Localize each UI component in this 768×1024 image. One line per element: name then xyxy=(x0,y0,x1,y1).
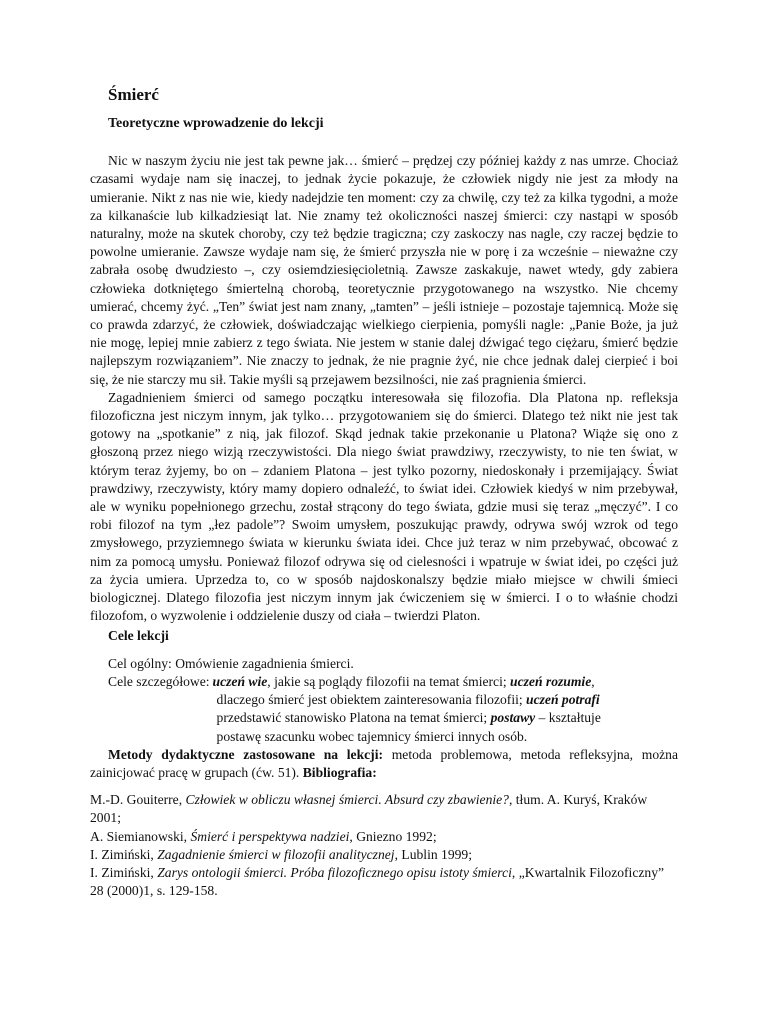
section-subtitle: Teoretyczne wprowadzenie do lekcji xyxy=(108,116,324,131)
page-title: Śmierć xyxy=(108,85,159,104)
text-run: A. Siemianowski, xyxy=(90,828,191,844)
intro-paragraph-2: Zagadnieniem śmierci od samego początku interesowała się filozofia. Dla Platona np. refleksja filozoficzna jest niczym innym, jak tylko… przygotowaniem się do śmierci. Dlatego też nikt nie jest tak gotowy na „spotkanie” z nią, jak filozof. Skąd jednak takie przekonanie u Platona? Wiąże się ono z głoszoną przez niego wizją rzeczywistości. Dla niego świat prawdziwy, rzeczywisty, to nie ten świat, w którym teraz żyjemy, bo on – zdaniem Platona – jest tylko pozorny, niedoskonały i przemijający. Świat prawdziwy, rzeczywisty, który mamy dopiero odnaleźć, to świat idei. Człowiek kiedyś w nim przebywał, ale w wyniku popełnionego grzechu, został strącony do tego świata, gdzie musi się teraz „męczyć”. I co robi filozof na tym „łez padole”? Swoim umysłem, poszukując prawdy, odrywa swój wzrok od tego zmysłowego, przyziemnego świata w kierunku świata idei. Chce już teraz w nim przebywać, obcować z nim za pomocą umysłu. Ponieważ filozof odrywa się od cielesności i wpatruje w świat idei, po części już za życia umiera. Uprzedza to, co w sposób najdoskonalszy będzie miało miejsce w chwili śmieci biologicznej. Dlatego filozofia jest niczym innym jak ćwiczeniem się w śmierci. I o to właśnie chodzi filozofom, o wyzwolenie i oddzielenie duszy od ciała – twierdzi Platon. xyxy=(90,389,678,624)
goal-specific-label: Cele szczegółowe: xyxy=(108,673,210,689)
methods-label: Metody dydaktyczne zastosowane na lekcji: xyxy=(108,746,384,762)
bibliography-entry xyxy=(90,846,678,864)
bibliography-list xyxy=(90,791,678,900)
goal-specific-line xyxy=(213,673,601,691)
bibliography-entry xyxy=(90,791,678,827)
text-run: postawę szacunku wobec tajemnicy śmierci innych osób. xyxy=(216,728,528,744)
text-run: , Lublin 1999; xyxy=(394,846,473,862)
text-run: , xyxy=(591,673,595,689)
goal-specific-line xyxy=(213,728,601,746)
bibliography-entry xyxy=(90,828,678,846)
text-run: , „Kwartalnik Filozoficzny” 28 (2000)1, s. 129-158. xyxy=(90,864,665,899)
goal-specific xyxy=(108,673,678,746)
text-run: , jakie są poglądy filozofii na temat śmierci; xyxy=(267,673,511,689)
text-run: I. Zimiński, xyxy=(90,864,158,880)
text-run: dlaczego śmierć jest obiektem zainteresowania filozofii; xyxy=(216,692,527,708)
text-run: przedstawić stanowisko Platona na temat śmierci; xyxy=(216,710,491,726)
methods-paragraph xyxy=(90,746,678,782)
emphasis-text: uczeń rozumie xyxy=(510,673,592,689)
italic-text: Zagadnienie śmierci w filozofii analitycznej xyxy=(157,846,395,862)
text-run: , tłum. A. Kuryś, Kraków 2001; xyxy=(90,792,648,826)
goal-specific-line xyxy=(213,691,601,709)
text-run: M.-D. Gouiterre, xyxy=(90,792,186,808)
bibliography-entry xyxy=(90,864,678,900)
goal-general: Cel ogólny: Omówienie zagadnienia śmierci. xyxy=(108,655,354,671)
italic-text: Śmierć i perspektywa nadziei xyxy=(190,828,350,844)
italic-text: Człowiek w obliczu własnej śmierci. Absurd czy zbawienie? xyxy=(185,792,509,808)
emphasis-text: uczeń wie xyxy=(212,673,268,689)
goal-specific-lines xyxy=(213,673,601,746)
emphasis-text: postawy xyxy=(490,710,536,726)
text-run: – kształtuje xyxy=(535,710,601,726)
goals-heading: Cele lekcji xyxy=(108,628,169,644)
bibliography-label: Bibliografia: xyxy=(302,764,377,780)
document-page xyxy=(90,84,678,900)
intro-paragraph-1: Nic w naszym życiu nie jest tak pewne jak… śmierć – prędzej czy później każdy z nas umrze. Chociaż czasami wydaje nam się inaczej, to jednak życie pokazuje, że człowiek nigdy nie jest za młody na umieranie. Nikt z nas nie wie, kiedy nadejdzie ten moment: czy za chwilę, czy też za kilka tygodni, a może za kilkanaście lub kilkadziesiąt lat. Nie znamy też okoliczności naszej śmierci: czy nastąpi w sposób naturalny, może na skutek choroby, czy też będzie tragiczna; czy zaskoczy nas nagle, czy raczej będzie to powolne umieranie. Zawsze wydaje nam się, że śmierć przyszła nie w porę i za wcześnie – nieważne czy zabrała osobę dwudziesto –, czy osiemdziesięcioletnią. Zawsze zaskakuje, nawet wtedy, gdy zabiera człowieka dotkniętego śmiertelną chorobą, teoretycznie przygotowanego na wszystko. Nie chcemy umierać, chcemy żyć. „Ten” świat jest nam znany, „tamten” – jeśli istnieje – pozostaje tajemnicą. Może się co prawda zdarzyć, że człowiek, doświadczając wielkiego cierpienia, pomyśli nagle: „Panie Boże, ja już nie mogę, lepiej mnie zabierz z tego świata. Nie jestem w stanie dalej dźwigać tego ciężaru, śmierć będzie najlepszym rozwiązaniem”. Nie znaczy to jednak, że nie pragnie żyć, nie chce jednak dalej cierpieć i boi się, że nie starczy mu sił. Takie myśli są przejawem bezsilności, nie zaś pragnienia śmierci. xyxy=(90,153,678,387)
text-run: , Gniezno 1992; xyxy=(349,828,437,844)
goal-specific-line xyxy=(213,709,601,727)
text-run: I. Zimiński, xyxy=(90,846,158,862)
emphasis-text: uczeń potrafi xyxy=(526,692,600,708)
italic-text: Zarys ontologii śmierci. Próba filozoficznego opisu istoty śmierci xyxy=(157,864,512,880)
methods-text: metoda problemowa, metoda refleksyjna, można zainicjować pracę w grupach (ćw. 51). xyxy=(90,746,678,780)
